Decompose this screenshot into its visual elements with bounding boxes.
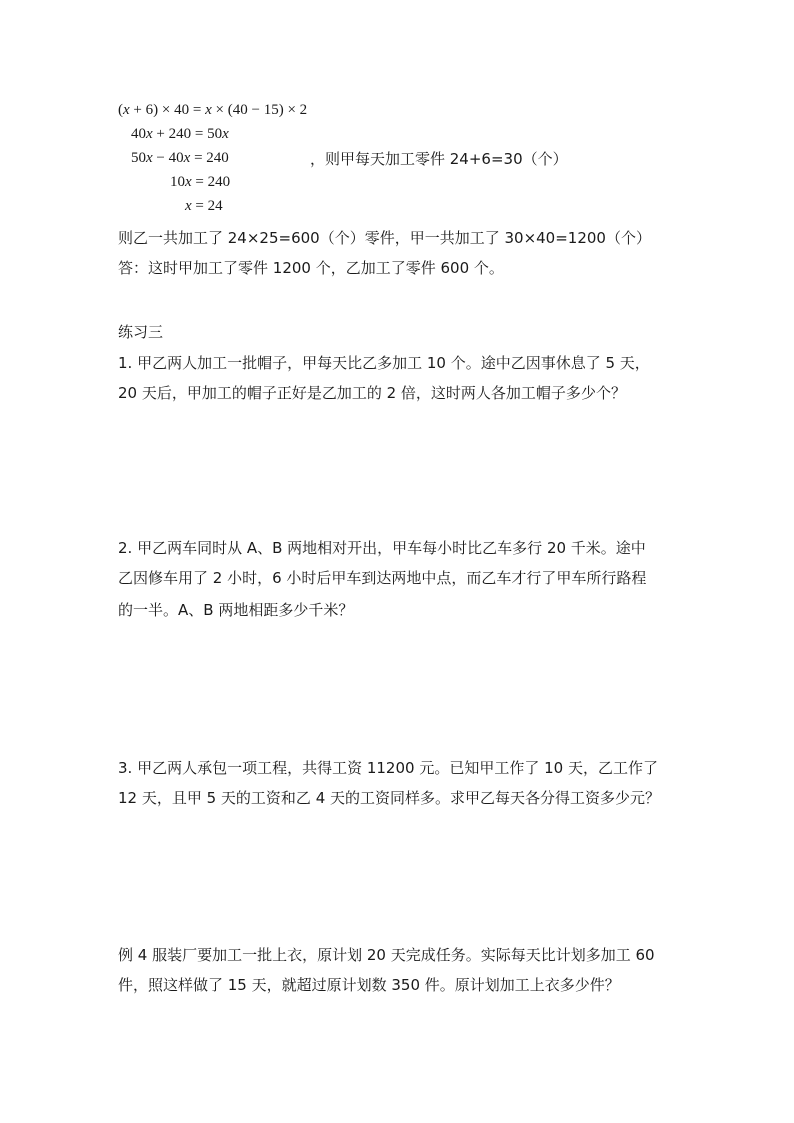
problem-3-line-1: 3. 甲乙两人承包一项工程，共得工资 11200 元。已知甲工作了 10 天，乙工作了 — [118, 759, 658, 777]
example-4-line-2: 件，照这样做了 15 天，就超过原计划数 350 件。原计划加工上衣多少件？ — [118, 976, 620, 994]
solution-yi-line: 则乙一共加工了 24×25=600（个）零件，甲一共加工了 30×40=1200（个） — [118, 229, 651, 247]
equation-1: (x + 6) × 40 = x × (40 − 15) × 2 — [118, 102, 308, 118]
equation-3: 50x − 40x = 240 — [131, 150, 229, 166]
problem-2-line-1: 2. 甲乙两车同时从 A、B 两地相对开出，甲车每小时比乙车多行 20 千米。途中 — [118, 539, 646, 557]
problem-2-line-3: 的一半。A、B 两地相距多少千米？ — [118, 601, 354, 619]
problem-1-line-1: 1. 甲乙两人加工一批帽子，甲每天比乙多加工 10 个。途中乙因事休息了 5 天， — [118, 354, 650, 372]
problem-3-line-2: 12 天，且甲 5 天的工资和乙 4 天的工资同样多。求甲乙每天各分得工资多少元？ — [118, 789, 661, 807]
solution-answer: 答：这时甲加工了零件 1200 个，乙加工了零件 600 个。 — [118, 259, 504, 277]
problem-2-line-2: 乙因修车用了 2 小时，6 小时后甲车到达两地中点，而乙车才行了甲车所行路程 — [118, 569, 647, 587]
problem-1-line-2: 20 天后，甲加工的帽子正好是乙加工的 2 倍，这时两人各加工帽子多少个？ — [118, 384, 626, 402]
equation-5: x = 24 — [185, 198, 223, 214]
practice-title: 练习三 — [118, 323, 164, 341]
example-4-line-1: 例 4 服装厂要加工一批上衣，原计划 20 天完成任务。实际每天比计划多加工 60 — [118, 946, 655, 964]
equation-2: 40x + 240 = 50x — [131, 126, 229, 142]
solution-note: ，则甲每天加工零件 24+6=30（个） — [310, 150, 568, 168]
equation-4: 10x = 240 — [170, 174, 231, 190]
